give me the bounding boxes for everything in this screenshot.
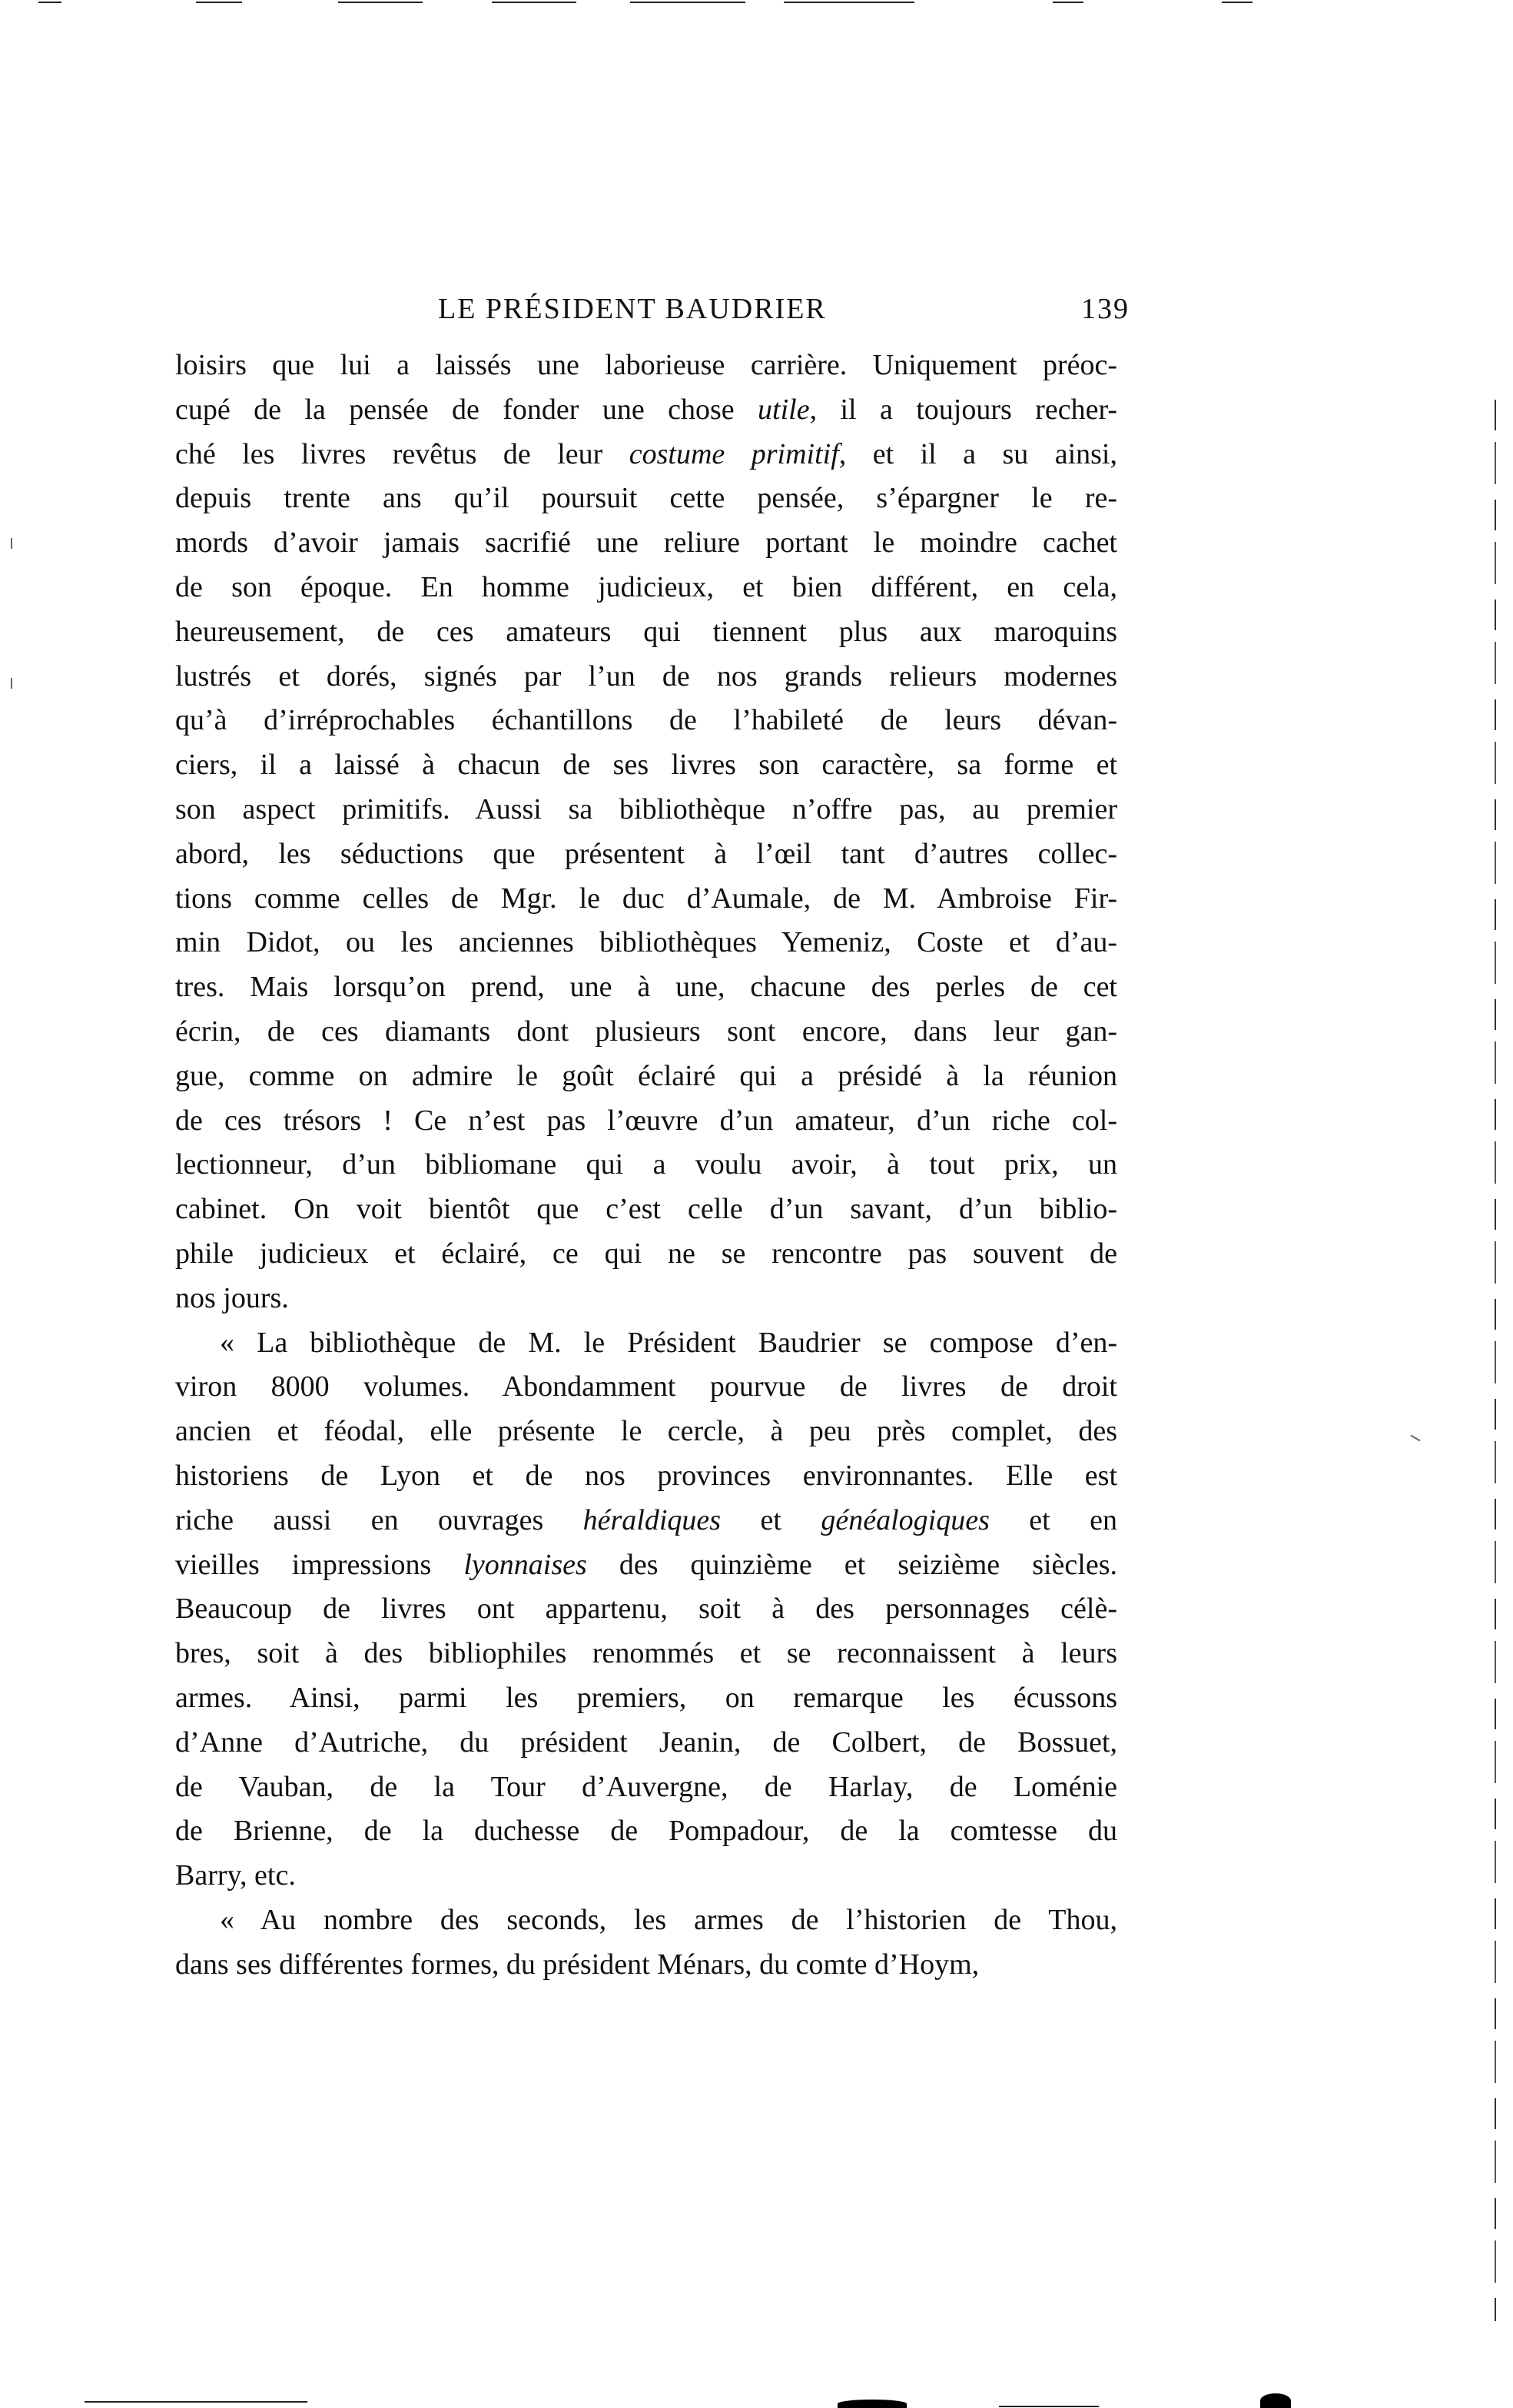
margin-tick xyxy=(11,678,12,689)
running-head-title: LE PRÉSIDENT BAUDRIER xyxy=(438,293,827,325)
text-line: viron 8000 volumes. Abondamment pourvue de livres de droit xyxy=(175,1370,1117,1403)
text-line: loisirs que lui a laissés une laborieuse carrière. Uniquement préoc- xyxy=(175,349,1117,381)
text-line: abord, les séductions que présentent à l’œil tant d’autres collec- xyxy=(175,837,1117,870)
text-line: Beaucoup de livres ont appartenu, soit à des personnages célè- xyxy=(175,1593,1117,1626)
ink-blot xyxy=(838,2400,907,2408)
ink-blot xyxy=(1260,2393,1291,2408)
text-line: ché les livres revêtus de leur costume primitif, et il a su ainsi, xyxy=(175,437,1117,470)
paragraph xyxy=(175,1898,1117,1988)
margin-tick xyxy=(11,538,12,549)
emphasis: généalogiques xyxy=(821,1503,990,1536)
text-line: « Au nombre des seconds, les armes de l’historien de Thou, xyxy=(220,1903,1117,1936)
text-line: de Vauban, de la Tour d’Auvergne, de Harlay, de Loménie xyxy=(175,1770,1117,1803)
text-line: lustrés et dorés, signés par l’un de nos grands relieurs modernes xyxy=(175,659,1117,693)
scan-edge-top xyxy=(0,0,1513,9)
text-line: lectionneur, d’un bibliomane qui a voulu avoir, à tout prix, un xyxy=(175,1148,1117,1181)
text-line: bres, soit à des bibliophiles renommés et se reconnaissent à leurs xyxy=(175,1637,1117,1670)
emphasis: héraldiques xyxy=(582,1503,722,1536)
text-line: cabinet. On voit bientôt que c’est celle d’un savant, d’un biblio- xyxy=(175,1193,1117,1226)
text-line: tions comme celles de Mgr. le duc d’Aumale, de M. Ambroise Fir- xyxy=(175,882,1117,915)
text-line: mords d’avoir jamais sacrifié une reliure portant le moindre cachet xyxy=(175,526,1117,560)
text-line: écrin, de ces diamants dont plusieurs sont encore, dans leur gan- xyxy=(175,1015,1117,1048)
text-line: gue, comme on admire le goût éclairé qui a présidé à la réunion xyxy=(175,1059,1117,1092)
text-line: min Didot, ou les anciennes bibliothèques Yemeniz, Coste et d’au- xyxy=(175,926,1117,959)
scan-edge-bottom xyxy=(0,2383,1513,2408)
text-line: ciers, il a laissé à chacun de ses livres son caractère, sa forme et xyxy=(175,749,1117,782)
scan-margin-rule xyxy=(1495,400,1496,2321)
running-head xyxy=(438,292,1130,330)
emphasis: utile xyxy=(758,393,810,426)
text-line: vieilles impressions lyonnaises des quinzième et seizième siècles. xyxy=(175,1548,1117,1581)
text-line: dans ses différentes formes, du président Ménars, du comte d’Hoym, xyxy=(175,1948,980,1981)
text-line: historiens de Lyon et de nos provinces environnantes. Elle est xyxy=(175,1459,1117,1492)
margin-tick xyxy=(1410,1435,1420,1442)
emphasis: costume primitif xyxy=(629,437,839,470)
paragraph xyxy=(175,1321,1117,1898)
text-line: de ces trésors ! Ce n’est pas l’œuvre d’un amateur, d’un riche col- xyxy=(175,1104,1117,1137)
text-line: nos jours. xyxy=(175,1281,289,1314)
text-line: de son époque. En homme judicieux, et bien différent, en cela, xyxy=(175,570,1117,603)
page-number: 139 xyxy=(1081,293,1130,325)
emphasis: lyonnaises xyxy=(463,1548,587,1581)
text-line: qu’à d’irréprochables échantillons de l’habileté de leurs dévan- xyxy=(175,704,1117,737)
text-line: tres. Mais lorsqu’on prend, une à une, chacune des perles de cet xyxy=(175,971,1117,1004)
text-line: cupé de la pensée de fonder une chose utile, il a toujours recher- xyxy=(175,393,1117,426)
paragraph xyxy=(175,344,1117,1321)
text-line: Barry, etc. xyxy=(175,1859,296,1892)
text-line: armes. Ainsi, parmi les premiers, on remarque les écussons xyxy=(175,1681,1117,1714)
text-line: depuis trente ans qu’il poursuit cette pensée, s’épargner le re- xyxy=(175,482,1117,515)
text-line: « La bibliothèque de M. le Président Baudrier se compose d’en- xyxy=(220,1326,1117,1359)
text-line: ancien et féodal, elle présente le cercle, à peu près complet, des xyxy=(175,1415,1117,1448)
text-line: d’Anne d’Autriche, du président Jeanin, de Colbert, de Bossuet, xyxy=(175,1725,1117,1759)
text-line: de Brienne, de la duchesse de Pompadour, de la comtesse du xyxy=(175,1815,1117,1848)
text-line: son aspect primitifs. Aussi sa bibliothèque n’offre pas, au premier xyxy=(175,792,1117,825)
body-text xyxy=(175,344,1117,1987)
text-line: heureusement, de ces amateurs qui tiennent plus aux maroquins xyxy=(175,615,1117,648)
text-line: phile judicieux et éclairé, ce qui ne se rencontre pas souvent de xyxy=(175,1237,1117,1270)
text-line: riche aussi en ouvrages héraldiques et généalogiques et en xyxy=(175,1503,1117,1536)
